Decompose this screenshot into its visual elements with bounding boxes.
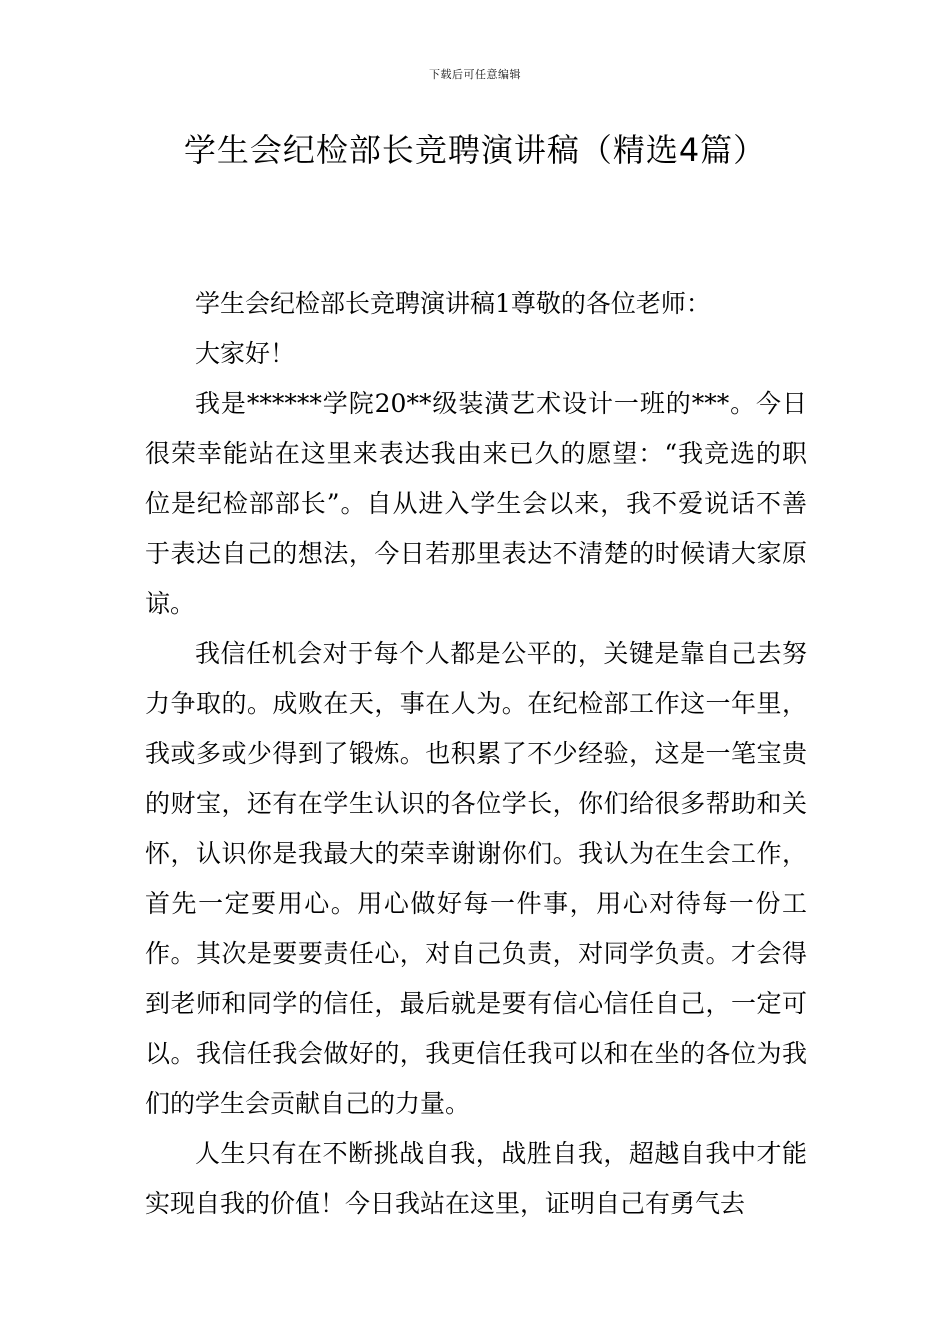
paragraph-introduction: 我是******学院20**级装潢艺术设计一班的***。今日很荣幸能站在这里来表达我由来已久的愿望：“我竞选的职位是纪检部部长”。自从进入学生会以来，我不爱说话不善于表达自己的想法，今日若那里表达不清楚的时候请大家原谅。 — [145, 389, 807, 618]
paragraph-greeting: 大家好！ — [195, 339, 296, 368]
paragraph-greeting-heading: 学生会纪检部长竞聘演讲稿1尊敬的各位老师： — [195, 289, 711, 318]
paragraph-experience: 我信任机会对于每个人都是公平的，关键是靠自己去努力争取的。成败在天，事在人为。在纪检部工作这一年里，我或多或少得到了锻炼。也积累了不少经验，这是一笔宝贵的财宝，还有在学生认识的各位学长，你们给很多帮助和关怀，认识你是我最大的荣幸谢谢你们。我认为在生会工作，首先一定要用心。用心做好每一件事，用心对待每一份工作。其次是要要责任心，对自己负责，对同学负责。才会得到老师和同学的信任，最后就是要有信心信任自己，一定可以。我信任我会做好的，我更信任我可以和在坐的各位为我们的学生会贡献自己的力量。 — [145, 639, 807, 1118]
header-note: 下载后可任意编辑 — [429, 68, 521, 81]
paragraph-challenge: 人生只有在不断挑战自我，战胜自我，超越自我中才能实现自我的价值！今日我站在这里，证明自己有勇气去 — [145, 1139, 807, 1218]
document-body — [145, 279, 807, 1229]
document-title: 学生会纪检部长竞聘演讲稿（精选4篇） — [183, 131, 767, 169]
